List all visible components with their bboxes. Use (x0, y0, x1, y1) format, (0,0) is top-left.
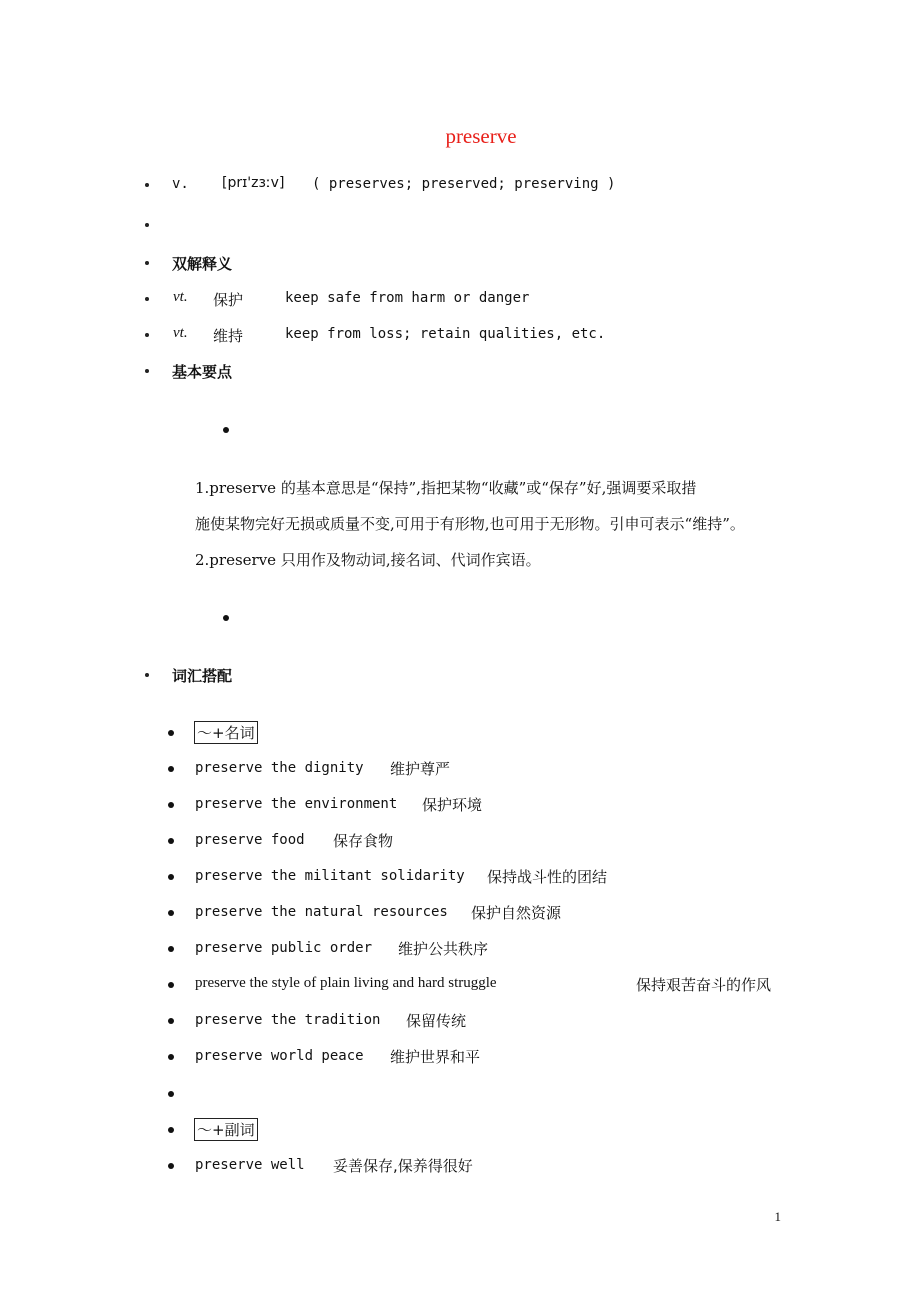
bullet (168, 1018, 174, 1024)
collocation-cn: 保护环境 (422, 796, 483, 814)
definition-cn: 保护 (213, 291, 244, 309)
bullet (145, 223, 149, 227)
bullet (145, 261, 149, 265)
definition-en: keep from loss; retain qualities, etc. (285, 326, 606, 342)
collocation-en: preserve the environment (195, 796, 398, 812)
bullet (168, 1091, 174, 1097)
collocation-en: preserve world peace (195, 1048, 364, 1064)
part-of-speech: v. (172, 176, 189, 192)
collocation-cn: 保留传统 (406, 1012, 467, 1030)
bullet (168, 1163, 174, 1169)
page-title: preserve (445, 124, 517, 148)
bullet (223, 427, 229, 433)
word-forms: ( preserves; preserved; preserving ) (312, 176, 616, 192)
collocation-cn: 维护公共秩序 (398, 940, 489, 958)
definition-pos: vt. (173, 325, 188, 341)
bullet (145, 297, 149, 301)
section-heading-key-points: 基本要点 (172, 363, 233, 381)
collocation-cn: 保持艰苦奋斗的作风 (636, 976, 772, 994)
bullet (223, 615, 229, 621)
bullet (145, 369, 149, 373)
bullet (168, 802, 174, 808)
bullet (168, 910, 174, 916)
section-heading-definitions: 双解释义 (172, 255, 233, 273)
page-number: 1 (774, 1209, 781, 1224)
collocation-en: preserve the militant solidarity (195, 868, 465, 884)
collocation-cn: 保护自然资源 (471, 904, 562, 922)
bullet (168, 838, 174, 844)
collocation-en: preserve the tradition (195, 1012, 381, 1028)
collocation-cn: 维护尊严 (390, 760, 451, 778)
key-point-line: 施使某物完好无损或质量不变,可用于有形物,也可用于无形物。引申可表示“维持”。 (195, 515, 745, 533)
bullet (145, 333, 149, 337)
bullet (168, 1127, 174, 1133)
collocation-en: preserve the natural resources (195, 904, 448, 920)
key-point-line: 1.preserve 的基本意思是“保持”,指把某物“收藏”或“保存”好,强调要采取措 (195, 479, 697, 497)
bullet (145, 183, 149, 187)
collocation-en: preserve food (195, 832, 305, 848)
bullet (168, 1054, 174, 1060)
bullet (168, 946, 174, 952)
collocation-en: preserve well (195, 1157, 305, 1173)
collocation-en: preserve public order (195, 940, 373, 956)
bullet (168, 982, 174, 988)
definition-cn: 维持 (213, 327, 244, 345)
bullet (168, 766, 174, 772)
bullet (168, 730, 174, 736)
ipa-pronunciation: [prɪ'zɜːv] (222, 175, 285, 191)
definition-pos: vt. (173, 289, 188, 305)
section-heading-collocations: 词汇搭配 (172, 667, 233, 685)
collocation-cn: 保持战斗性的团结 (487, 868, 608, 886)
collocation-en: preserve the style of plain living and hard struggle (195, 975, 497, 991)
collocation-cn: 保存食物 (333, 832, 394, 850)
collocation-cn: 维护世界和平 (390, 1048, 481, 1066)
collocation-cn: 妥善保存,保养得很好 (333, 1157, 473, 1175)
collocation-en: preserve the dignity (195, 760, 364, 776)
collocation-group-label: ～+副词 (194, 1118, 258, 1141)
definition-en: keep safe from harm or danger (285, 290, 530, 306)
key-point-line: 2.preserve 只用作及物动词,接名词、代词作宾语。 (195, 551, 541, 569)
bullet (145, 673, 149, 677)
collocation-group-label: ～+名词 (194, 721, 258, 744)
bullet (168, 874, 174, 880)
